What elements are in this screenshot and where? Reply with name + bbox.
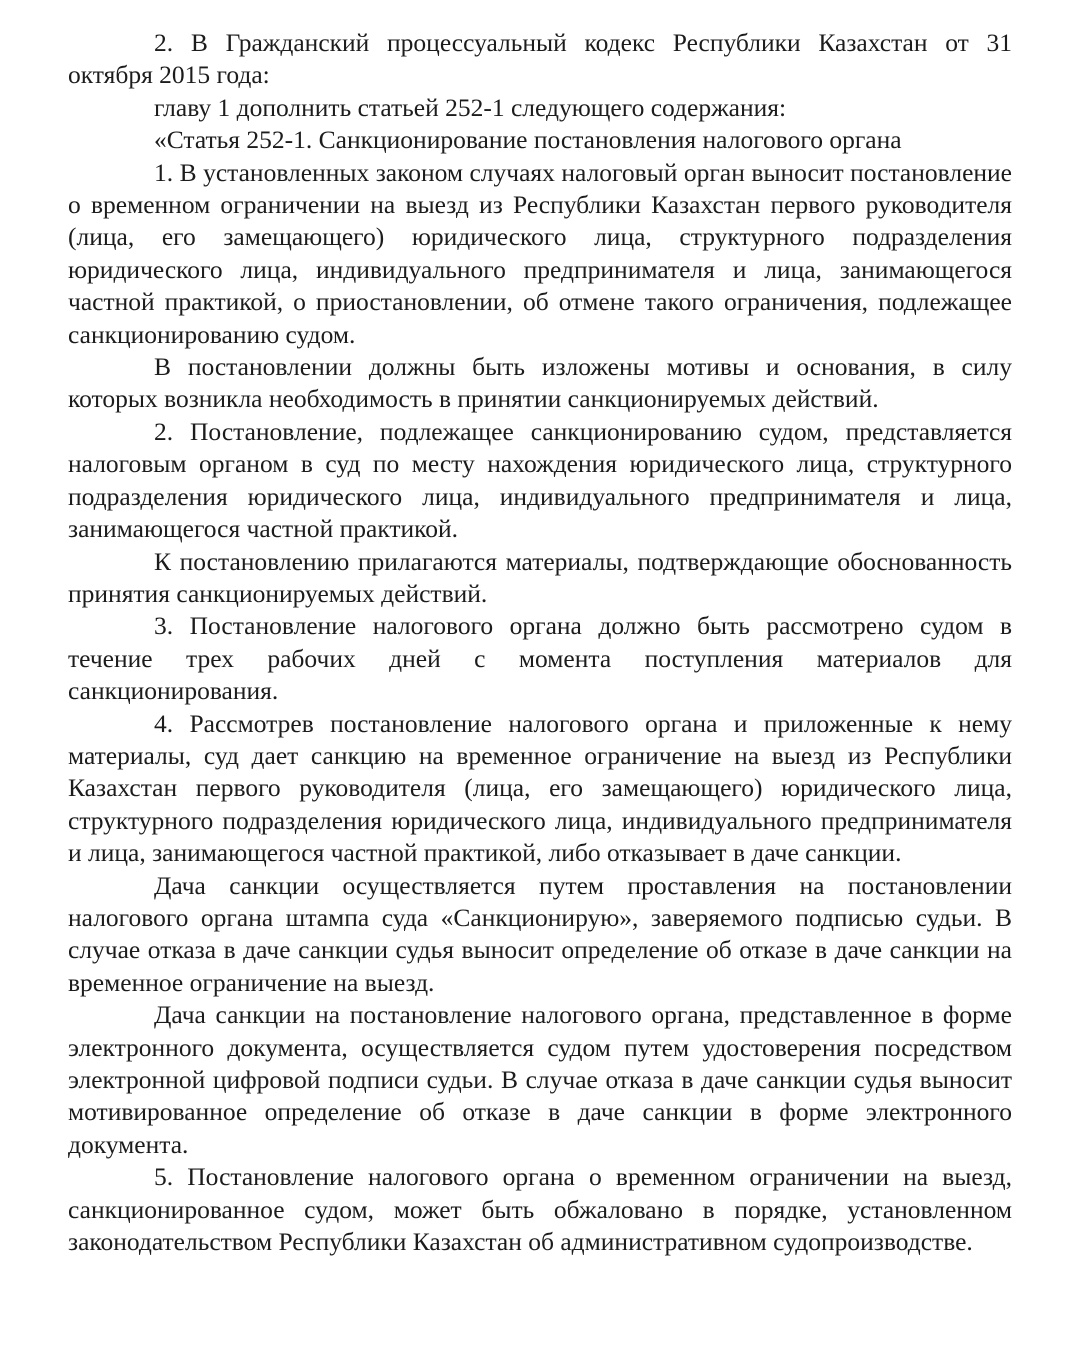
paragraph-clause-4-electronic: Дача санкции на постановление налогового органа, представленное в форме электронного документа, осуществляется судом путем удостоверения посредством электронной цифровой подписи судьи. В случае отказа в даче санкции судья выносит мотивированное определение об отказе в даче санкции в форме электронного документа. (68, 1000, 1012, 1159)
paragraph-clause-2-materials: К постановлению прилагаются материалы, подтверждающие обоснованность принятия санкционируемых действий. (68, 546, 1012, 608)
paragraph-clause-2: 2. Постановление, подлежащее санкционированию судом, представляется налоговым органом в суд по месту нахождения юридического лица, структурного подразделения юридического лица, индивидуального предпринимателя и лица, занимающегося частной практикой. (68, 416, 1012, 544)
paragraph-clause-4: 4. Рассмотрев постановление налогового органа и приложенные к нему материалы, суд дает санкцию на временное ограничение на выезд из Республики Казахстан первого руководителя (лица, его замещающего) юридического лица, структурного подразделения юридического лица, индивидуального предпринимателя и лица, занимающегося частной практикой, либо отказывает в даче санкции. (68, 708, 1012, 868)
paragraph-clause-1: 1. В установленных законом случаях налоговый орган выносит постановление о временном ограничении на выезд из Республики Казахстан первого руководителя (лица, его замещающего) юридического лица, структурного подразделения юридического лица, индивидуального предпринимателя и лица, занимающегося частной практикой, о приостановлении, об отмене такого ограничения, подлежащее санкционированию судом. (68, 157, 1012, 349)
paragraph-clause-4-stamp: Дача санкции осуществляется путем проставления на постановлении налогового органа штампа суда «Санкционирую», заверяемого подписью судьи. В случае отказа в даче санкции судья выносит определение об отказе в даче санкции на временное ограничение на выезд. (68, 870, 1012, 997)
paragraph-chapter-addition: главу 1 дополнить статьей 252-1 следующего содержания: (154, 92, 787, 122)
paragraph-clause-1-motives: В постановлении должны быть изложены мотивы и основания, в силу которых возникла необходимость в принятии санкционируемых действий. (68, 352, 1012, 414)
document-body (68, 27, 1012, 1258)
paragraph-amendment-intro: 2. В Гражданский процессуальный кодекс Республики Казахстан от 31 октября 2015 года: (68, 28, 1012, 90)
article-heading: «Статья 252-1. Санкционирование постановления налогового органа (154, 125, 902, 155)
paragraph-clause-5: 5. Постановление налогового органа о временном ограничении на выезд, санкционированное судом, может быть обжаловано в порядке, установленном законодательством Республики Казахстан об административном судопроизводстве. (68, 1162, 1012, 1257)
paragraph-clause-3: 3. Постановление налогового органа должно быть рассмотрено судом в течение трех рабочих дней с момента поступления материалов для санкционирования. (68, 611, 1012, 706)
